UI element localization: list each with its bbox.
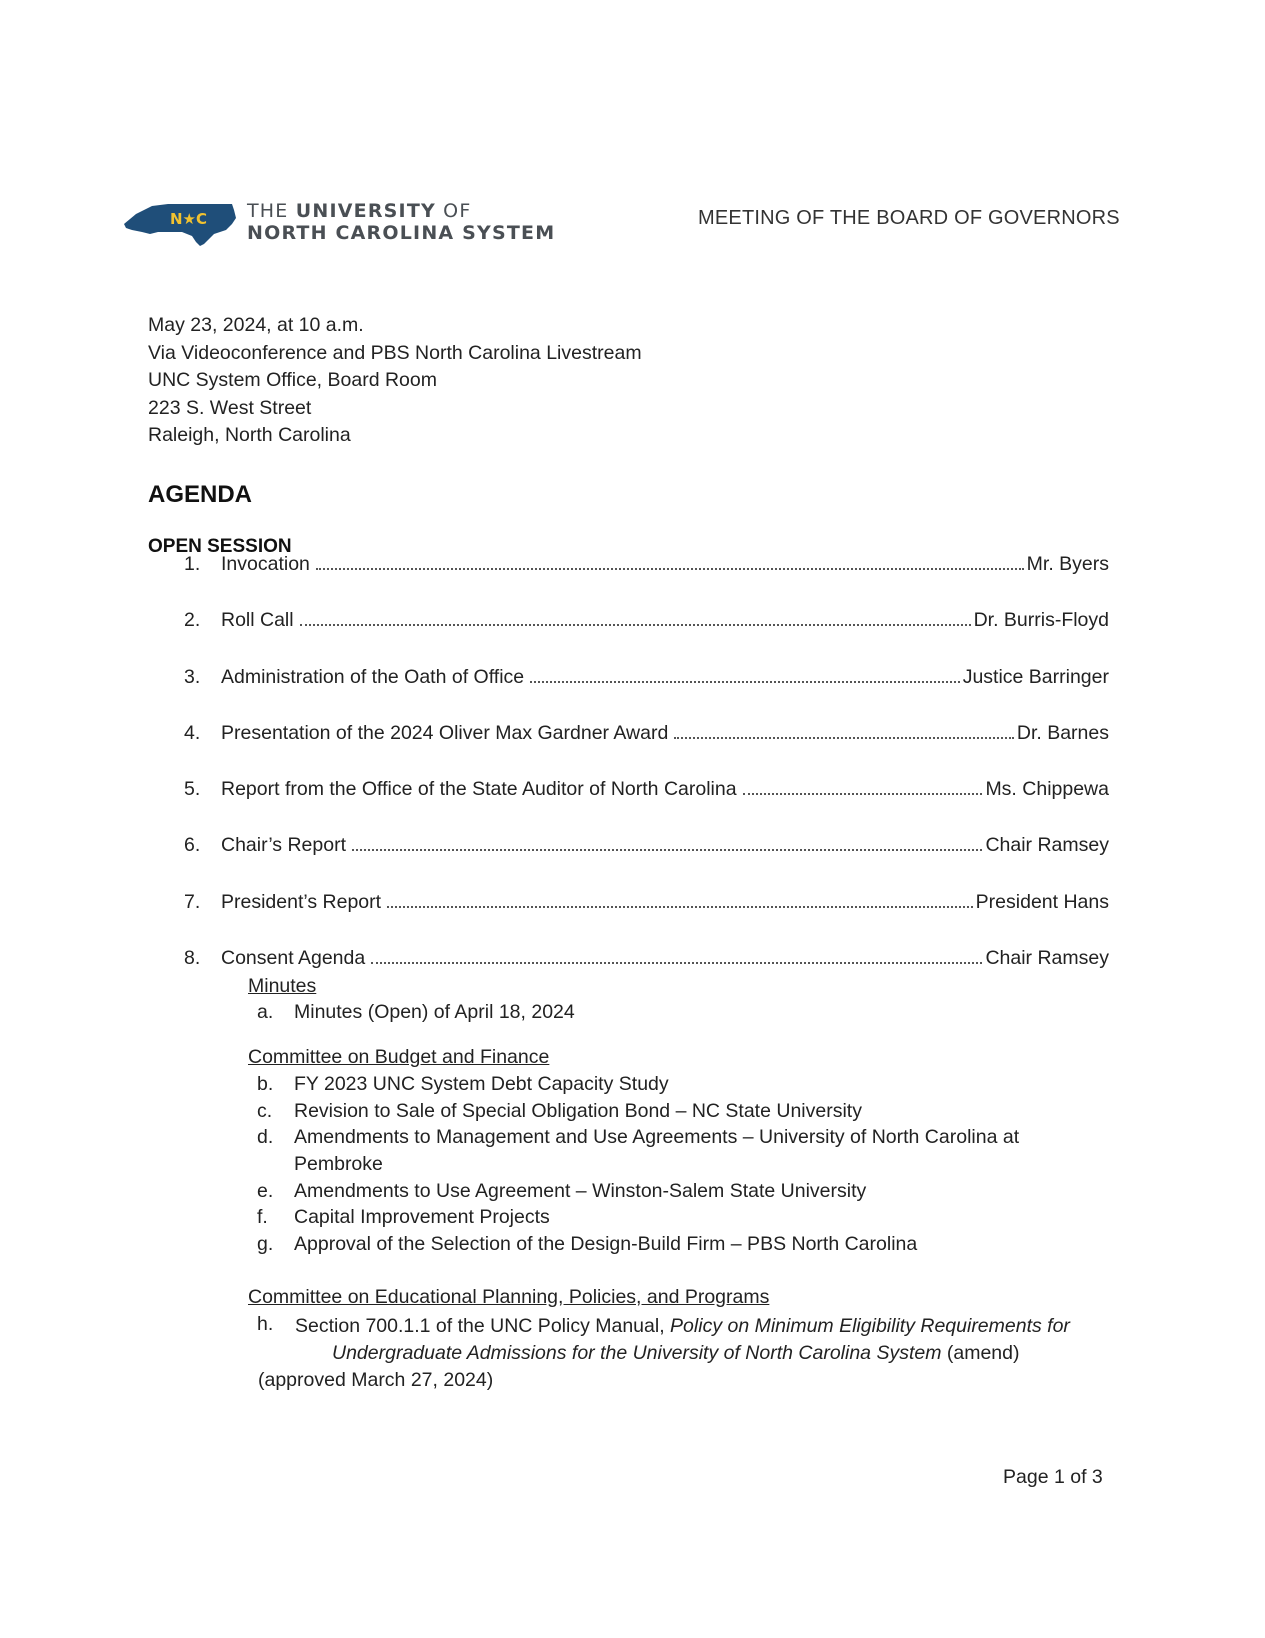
item-number: 2. xyxy=(184,609,201,631)
north-carolina-state-icon xyxy=(122,202,240,248)
sub-item-text: Approval of the Selection of the Design-Build Firm – PBS North Carolina xyxy=(294,1233,918,1255)
sub-item-letter: e. xyxy=(257,1180,274,1202)
item-presenter: Dr. Burris-Floyd xyxy=(973,609,1109,631)
sub-item-letter: g. xyxy=(257,1233,274,1255)
item-number: 6. xyxy=(184,834,201,856)
agenda-item xyxy=(148,553,1109,581)
sub-item-text: Revision to Sale of Special Obligation Bond – NC State University xyxy=(294,1100,862,1122)
budget-committee-heading: Committee on Budget and Finance xyxy=(248,1046,550,1068)
policy-suffix: (amend) xyxy=(941,1342,1020,1364)
agenda-item xyxy=(148,722,1109,750)
agenda-item xyxy=(148,666,1109,694)
sub-item-letter: d. xyxy=(257,1126,274,1148)
agenda-item xyxy=(148,609,1109,637)
open-session-heading: OPEN SESSION xyxy=(148,536,292,557)
item-presenter: Justice Barringer xyxy=(962,666,1109,688)
dot-leader xyxy=(316,567,1024,570)
item-presenter: Mr. Byers xyxy=(1026,553,1109,575)
policy-sub-item xyxy=(258,1313,1078,1394)
dot-leader xyxy=(352,848,982,851)
item-number: 4. xyxy=(184,722,201,744)
agenda-item xyxy=(148,891,1109,919)
sub-item-letter: f. xyxy=(257,1206,268,1228)
item-number: 1. xyxy=(184,553,201,575)
logo-line1-prefix: THE xyxy=(247,200,296,222)
policy-prefix: Section 700.1.1 of the UNC Policy Manual, xyxy=(295,1315,671,1337)
sub-item-letter: a. xyxy=(257,1001,274,1023)
logo-line1-bold: UNIVERSITY xyxy=(295,200,436,222)
dot-leader xyxy=(387,905,973,908)
agenda-item xyxy=(148,834,1109,862)
meeting-city: Raleigh, North Carolina xyxy=(148,424,351,446)
logo-line2: NORTH CAROLINA SYSTEM xyxy=(247,222,556,244)
dot-leader xyxy=(743,792,983,795)
item-presenter: Dr. Barnes xyxy=(1016,722,1109,744)
item-presenter: Chair Ramsey xyxy=(985,834,1109,856)
meeting-medium: Via Videoconference and PBS North Carolina Livestream xyxy=(148,341,642,364)
sub-item-text: Amendments to Management and Use Agreements – University of North Carolina at xyxy=(294,1126,1020,1148)
education-committee-heading: Committee on Educational Planning, Policies, and Programs xyxy=(248,1286,770,1308)
item-title: Consent Agenda xyxy=(221,947,366,969)
meeting-date: May 23, 2024, at 10 a.m. xyxy=(148,314,364,336)
policy-approval-note: (approved March 27, 2024) xyxy=(258,1369,494,1391)
agenda-item xyxy=(148,947,1109,975)
dot-leader xyxy=(371,961,982,964)
agenda-item xyxy=(148,778,1109,806)
page-number: Page 1 of 3 xyxy=(1003,1466,1103,1488)
sub-item-letter: b. xyxy=(257,1073,274,1095)
item-title: Roll Call xyxy=(221,609,294,631)
logo-wordmark xyxy=(247,200,555,244)
item-number: 7. xyxy=(184,891,201,913)
sub-item-text: Capital Improvement Projects xyxy=(294,1206,550,1228)
item-number: 8. xyxy=(184,947,201,969)
sub-item-text: Amendments to Use Agreement – Winston-Salem State University xyxy=(294,1180,867,1202)
item-presenter: Chair Ramsey xyxy=(985,947,1109,969)
minutes-heading: Minutes xyxy=(248,975,317,997)
item-presenter: President Hans xyxy=(975,891,1109,913)
dot-leader xyxy=(530,680,960,683)
agenda-heading: AGENDA xyxy=(148,481,253,508)
item-number: 5. xyxy=(184,778,201,800)
logo-badge-text: N★C xyxy=(170,210,208,228)
dot-leader xyxy=(674,736,1014,739)
logo-line1-suffix: OF xyxy=(435,200,472,222)
unc-system-logo xyxy=(122,202,592,250)
item-title: Administration of the Oath of Office xyxy=(221,666,525,688)
item-title: Presentation of the 2024 Oliver Max Gardner Award xyxy=(221,722,669,744)
sub-item-text: Minutes (Open) of April 18, 2024 xyxy=(294,1001,575,1023)
sub-item-letter: h. xyxy=(257,1313,274,1335)
meeting-info xyxy=(148,312,642,450)
item-presenter: Ms. Chippewa xyxy=(985,778,1109,800)
dot-leader xyxy=(300,623,971,626)
sub-item-text: Pembroke xyxy=(294,1153,383,1175)
meeting-street: 223 S. West Street xyxy=(148,396,312,419)
item-title: Invocation xyxy=(221,553,310,575)
meeting-room: UNC System Office, Board Room xyxy=(148,369,437,391)
sub-item-letter: c. xyxy=(257,1100,273,1122)
item-number: 3. xyxy=(184,666,201,688)
policy-title: Policy on Minimum Eligibility Requirements for Undergraduate Admissions for the University of North Carolina System xyxy=(332,1315,1070,1364)
sub-item-text: FY 2023 UNC System Debt Capacity Study xyxy=(294,1073,669,1095)
item-title: President’s Report xyxy=(221,891,382,913)
item-title: Report from the Office of the State Auditor of North Carolina xyxy=(221,778,737,800)
meeting-title: MEETING OF THE BOARD OF GOVERNORS xyxy=(698,207,1120,229)
item-title: Chair’s Report xyxy=(221,834,346,856)
